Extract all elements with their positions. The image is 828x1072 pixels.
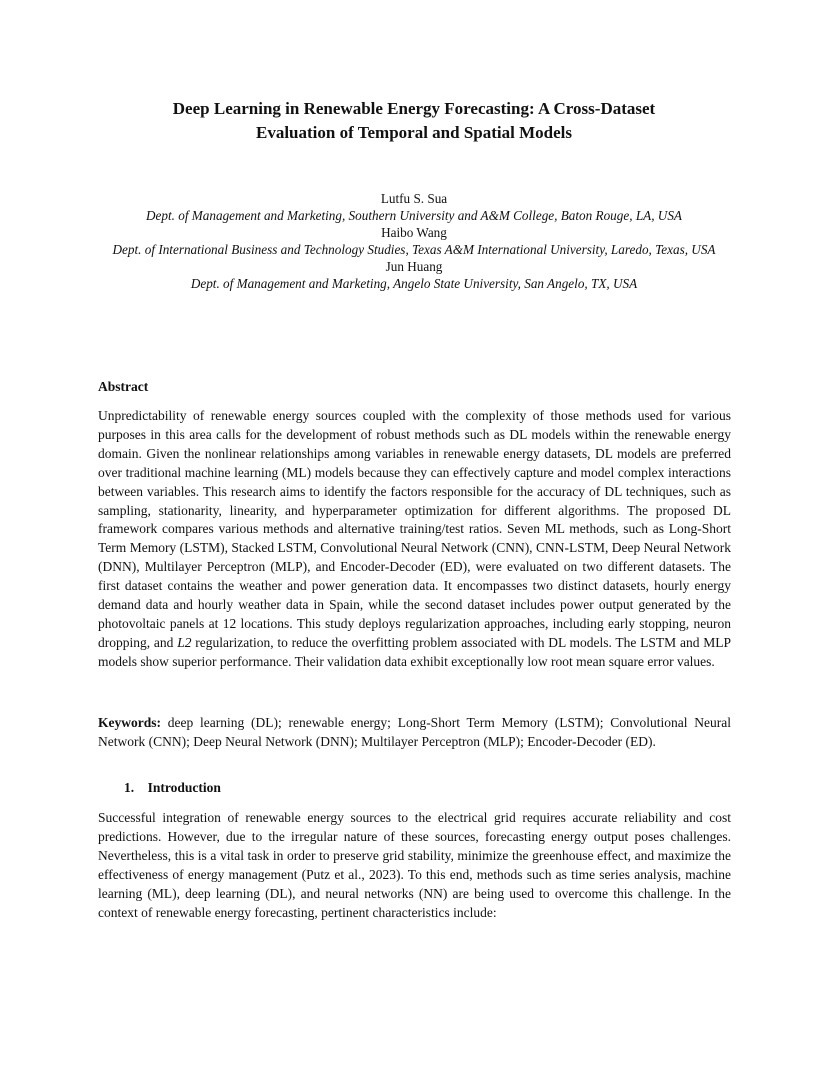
author-block xyxy=(90,190,738,292)
title-line-2: Evaluation of Temporal and Spatial Models xyxy=(256,123,572,142)
keywords-text: deep learning (DL); renewable energy; Long-Short Term Memory (LSTM); Convolutional Neural Network (CNN); Deep Neural Network (DNN); Multilayer Perceptron (MLP); Encoder-Decoder (ED). xyxy=(98,715,731,749)
section-heading-introduction: 1. Introduction xyxy=(124,780,221,795)
introduction-text: Successful integration of renewable energy sources to the electrical grid requires accurate reliability and cost predictions. However, due to the irregular nature of these sources, forecasting energy output poses challenges. Nevertheless, this is a vital task in order to preserve grid stability, minimize the greenhouse effect, and maximize the effectiveness of energy management (Putz et al., 2023). To this end, methods such as time series analysis, machine learning (ML), deep learning (DL), and neural networks (NN) are being used to overcome this challenge. In the context of renewable energy forecasting, pertinent characteristics include: xyxy=(98,810,731,920)
paper-title xyxy=(110,97,718,145)
abstract-italic-term: L2 xyxy=(177,634,192,650)
author-name: Jun Huang xyxy=(385,259,443,274)
abstract-text-part-2: regularization, to reduce the overfitting problem associated with DL models. The LSTM and MLP models show superior performance. Their validation data exhibit exceptionally low root mean square error values. xyxy=(98,634,731,669)
abstract-text xyxy=(98,407,731,672)
title-line-1: Deep Learning in Renewable Energy Forecasting: A Cross-Dataset xyxy=(172,99,656,118)
author-affiliation: Dept. of Management and Marketing, Southern University and A&M College, Baton Rouge, LA, USA xyxy=(146,208,682,223)
author-affiliation: Dept. of International Business and Technology Studies, Texas A&M International University, Laredo, Texas, USA xyxy=(112,242,716,257)
author-name: Haibo Wang xyxy=(381,225,447,240)
author-affiliation: Dept. of Management and Marketing, Angelo State University, San Angelo, TX, USA xyxy=(190,276,638,291)
keywords xyxy=(98,714,731,751)
keywords-label: Keywords: xyxy=(98,715,161,730)
abstract-text-part-1: Unpredictability of renewable energy sources coupled with the complexity of those methods used for various purposes in this area calls for the development of robust methods such as DL models within the renewable energy domain. Given the nonlinear relationships among variables in renewable energy datasets, DL models are preferred over traditional machine learning (ML) models because they can effectively capture and model complex interactions between variables. This research aims to identify the factors responsible for the accuracy of DL techniques, such as sampling, stationarity, linearity, and hyperparameter optimization for different algorithms. The proposed DL framework compares various methods and alternative training/test ratios. Seven ML methods, such as Long-Short Term Memory (LSTM), Stacked LSTM, Convolutional Neural Network (CNN), CNN-LSTM, Deep Neural Network (DNN), Multilayer Perceptron (MLP), and Encoder-Decoder (ED), were evaluated on two different datasets. The first dataset contains the weather and power generation data. It encompasses two distinct datasets, hourly energy demand data and hourly weather data in Spain, while the second dataset includes power output generated by the photovoltaic panels at 12 locations. This study deploys regularization approaches, including early stopping, neuron dropping, and xyxy=(98,408,731,650)
abstract-heading: Abstract xyxy=(98,379,149,394)
author-name: Lutfu S. Sua xyxy=(380,191,448,206)
